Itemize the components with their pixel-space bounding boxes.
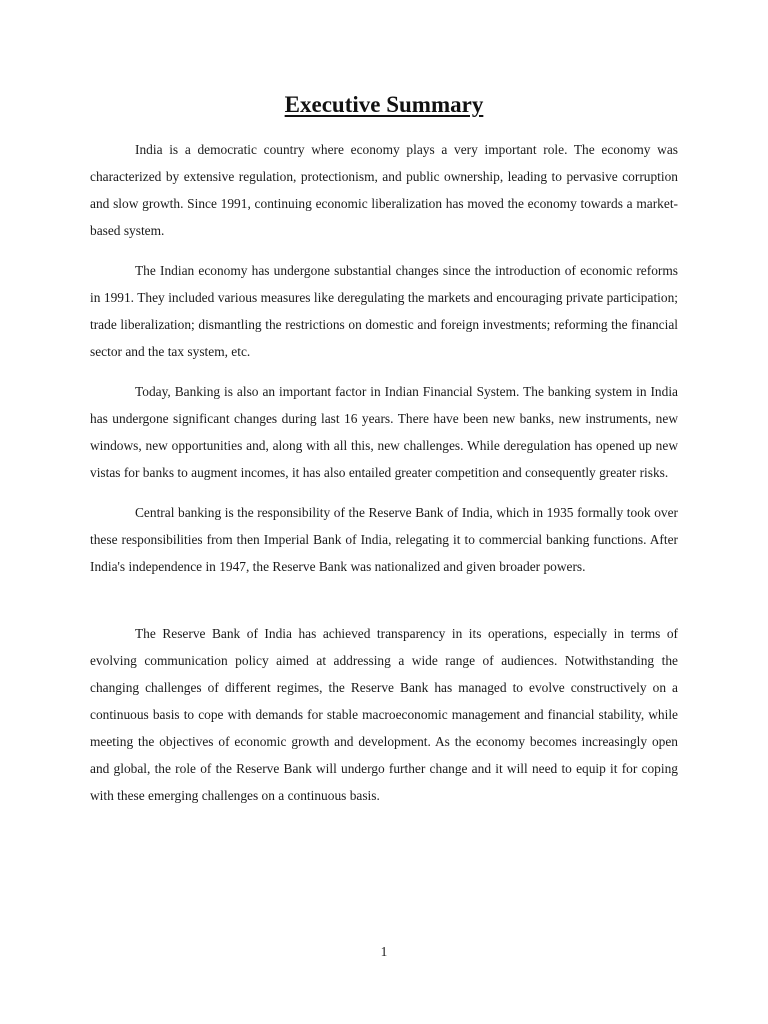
paragraph-4: Central banking is the responsibility of the Reserve Bank of India, which in 1935 formally took over these responsibilities from then Imperial Bank of India, relegating it to commercial banking functions. After India's independence in 1947, the Reserve Bank was nationalized and given broader powers. — [90, 505, 678, 574]
document-body — [90, 136, 678, 809]
page-title: Executive Summary — [284, 92, 484, 117]
paragraph-5: The Reserve Bank of India has achieved transparency in its operations, especially in terms of evolving communication policy aimed at addressing a wide range of audiences. Notwithstanding the changing challenges of different regimes, the Reserve Bank has managed to evolve constructively on a continuous basis to cope with demands for stable macroeconomic management and financial stability, while meeting the objectives of economic growth and development. As the economy becomes increasingly open and global, the role of the Reserve Bank will undergo further change and it will need to equip it for coping with these emerging challenges on a continuous basis. — [90, 626, 678, 803]
paragraph-3: Today, Banking is also an important factor in Indian Financial System. The banking system in India has undergone significant changes during last 16 years. There have been new banks, new instruments, new windows, new opportunities and, along with all this, new challenges. While deregulation has opened up new vistas for banks to augment incomes, it has also entailed greater competition and consequently greater risks. — [90, 384, 678, 480]
paragraph-1: India is a democratic country where economy plays a very important role. The economy was characterized by extensive regulation, protectionism, and public ownership, leading to pervasive corruption and slow growth. Since 1991, continuing economic liberalization has moved the economy towards a market-based system. — [90, 142, 678, 238]
page-number: 1 — [380, 944, 388, 959]
paragraph-2: The Indian economy has undergone substantial changes since the introduction of economic reforms in 1991. They included various measures like deregulating the markets and encouraging private participation; trade liberalization; dismantling the restrictions on domestic and foreign investments; reforming the financial sector and the tax system, etc. — [90, 263, 678, 359]
